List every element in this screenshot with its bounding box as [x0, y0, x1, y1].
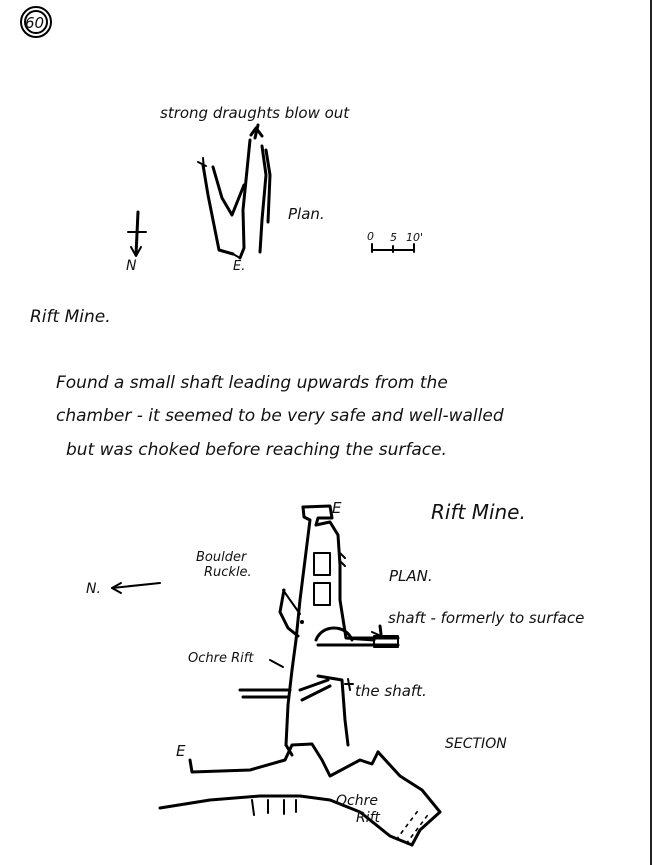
- plan-label-2: PLAN.: [389, 567, 433, 585]
- page-number: 60: [25, 14, 45, 32]
- scale-tick-5: 5: [390, 231, 397, 244]
- note-line-3: but was choked before reaching the surface.: [66, 440, 447, 460]
- plan-label-1: Plan.: [288, 205, 325, 223]
- plan-sketch-1: [198, 125, 270, 258]
- scale-tick-0: 0: [367, 230, 374, 243]
- scale-tick-10: 10': [406, 231, 424, 244]
- boulder-label-line1: Boulder: [196, 550, 247, 565]
- entrance-label-1: E.: [233, 259, 246, 274]
- draught-note: strong draughts blow out: [160, 104, 350, 122]
- boulder-label-line2: Ruckle.: [204, 565, 252, 580]
- the-shaft-label: the shaft.: [355, 682, 427, 700]
- ochre-rift-label: Ochre Rift: [188, 651, 254, 666]
- north-label-1: N: [126, 258, 137, 274]
- north-arrow-2: [112, 583, 160, 593]
- section-sketch: [160, 744, 440, 845]
- section-entrance-label: E: [176, 742, 186, 760]
- section-ochre-line1: Ochre: [336, 793, 378, 809]
- plan-sketch-2: [240, 506, 398, 745]
- note-line-1: Found a small shaft leading upwards from the: [56, 373, 448, 393]
- north-label-2: N.: [86, 581, 101, 597]
- north-arrow-1: [128, 212, 146, 256]
- rift-mine-title: Rift Mine.: [431, 500, 526, 524]
- section-ochre-line2: Rift: [356, 810, 381, 826]
- entrance-label-2: E: [332, 499, 342, 517]
- shaft-note: shaft - formerly to surface: [388, 609, 585, 627]
- scale-bar: [367, 230, 423, 252]
- rift-mine-heading: Rift Mine.: [30, 307, 111, 327]
- page-number-mark: [21, 7, 51, 37]
- note-line-2: chamber - it seemed to be very safe and well-walled: [56, 406, 504, 426]
- section-label: SECTION: [445, 736, 507, 752]
